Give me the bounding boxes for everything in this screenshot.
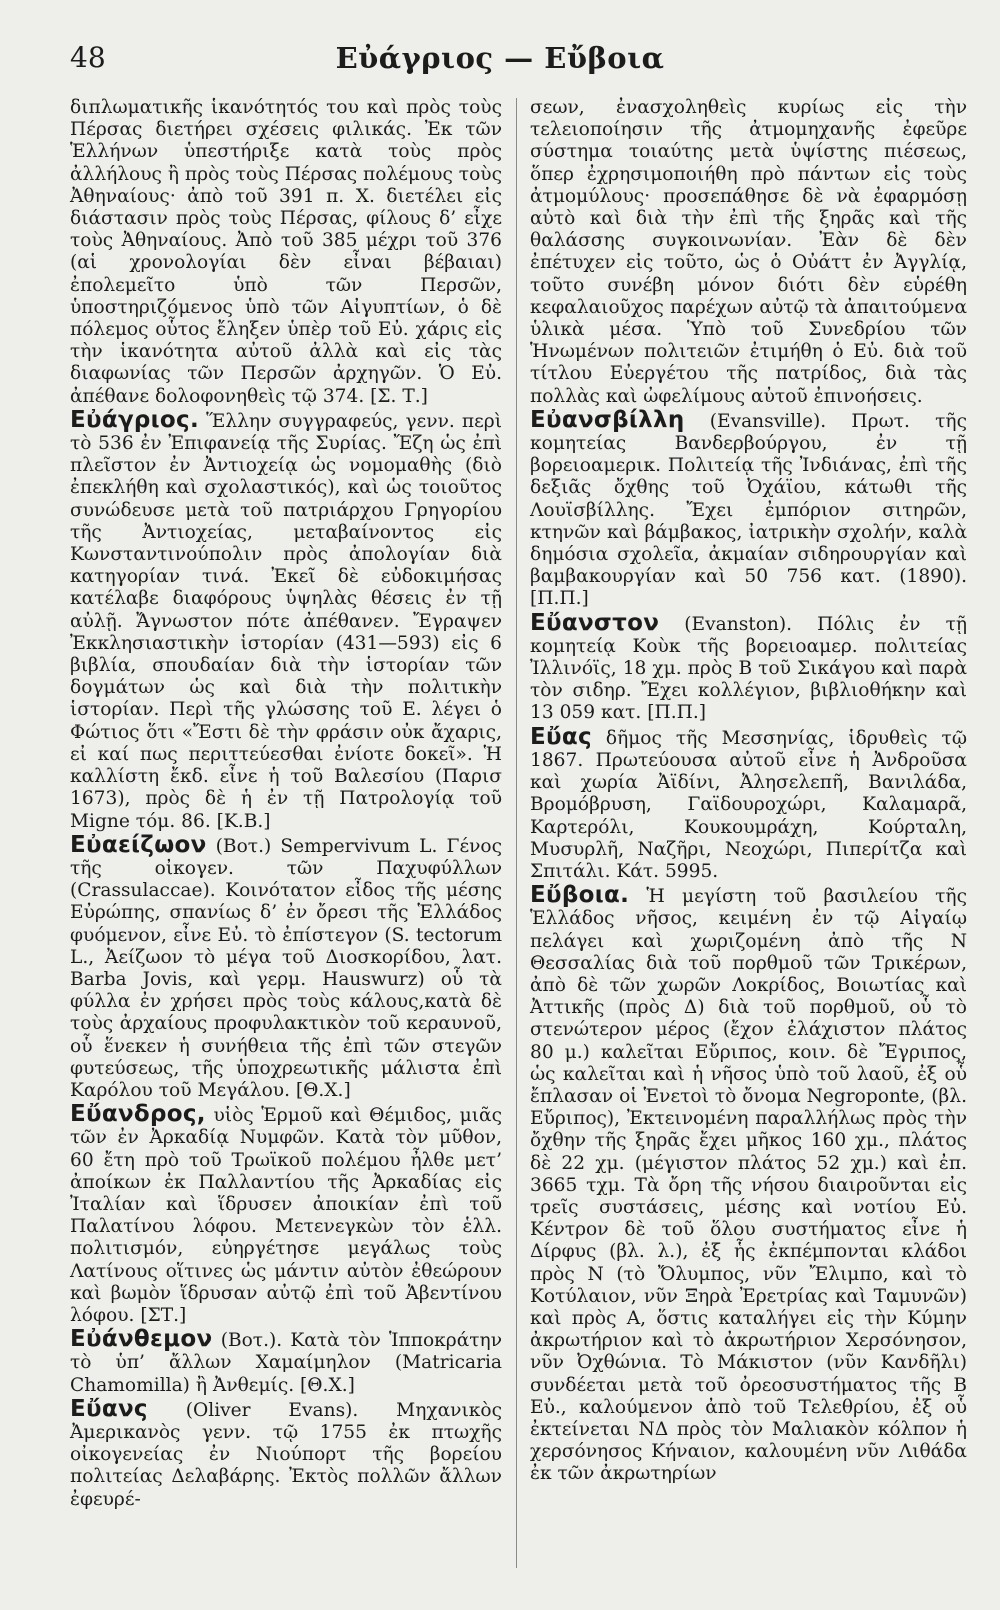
running-head: Εὐάγριος — Εὔβοια: [335, 41, 665, 75]
right-column: [530, 95, 967, 1486]
entry-headword: Εὔβοια.: [530, 882, 630, 909]
entry-evanthemon: [70, 1328, 502, 1397]
entry-headword: Εὔανς: [70, 1395, 148, 1422]
entry-evanston: [530, 609, 967, 725]
entry-evagoras-continued: [70, 95, 502, 408]
entry-evansville: [530, 406, 967, 611]
left-column: [70, 95, 502, 1511]
entry-text: σεων, ἐνασχοληθεὶς κυρίως εἰς τὴν τελειοποίησιν τῆς ἀτμομηχανῆς ἐφεῦρε σύστημα τοιαύτης μετὰ ὑψίστης πιέσεως, ὅπερ ἐχρησιμοποιήθη πρὸ πάντων εἰς τοὺς ἀτμομύλους· προσεπάθησε δὲ νὰ ἐφαρμόσῃ αὐτὸ καὶ διὰ τὴν ἐπὶ τῆς ξηρᾶς καὶ τῆς θαλάσσης συγκοινωνίαν. Ἐὰν δὲ δὲν ἐπέτυχεν εἰς τοῦτο, ὡς ὁ Οὐάττ ἐν Ἀγγλίᾳ, τοῦτο συνέβη μόνον διότι δὲν εὑρέθη κεφαλαιοῦχος παρέχων αὐτῷ τὰ ἀπαιτούμενα ὑλικὰ μέσα. Ὑπὸ τοῦ Συνεδρίου τῶν Ἡνωμένων πολιτειῶν ἐτιμήθη ὁ Εὐ. διὰ τοῦ τίτλου Εὐεργέτου τῆς πατρίδος, διὰ τὰς πολλὰς καὶ ὠφελίμους αὐτοῦ ἐπινοήσεις.: [530, 97, 967, 407]
entry-headword: Εὔας: [530, 723, 592, 750]
entry-headword: Εὔανστον: [530, 609, 660, 636]
page-number: 48: [70, 41, 106, 74]
entry-headword: Εὐανσβίλλη: [530, 406, 685, 433]
entry-evans: [70, 1395, 502, 1511]
entry-text: δῆμος τῆς Μεσσηνίας, ἱδρυθεὶς τῷ 1867. Πρωτεύουσα αὐτοῦ εἶνε ἡ Ἀνδροῦσα καὶ χωρία Ἀϊδίνι, Ἀλησελεπῆ, Βανιλάδα, Βρομόβρυση, Γαϊδουροχώρι, Καλαμαρᾶ, Καρτερόλι, Κουκουμράχη, Κούρταλη, Μυσυρλῆ, Ναζῆρι, Νεοχώρι, Πιπερίτζα καὶ Σπιτάλι. Κάτ. 5995.: [530, 727, 967, 882]
entry-headword: Εὐαείζωον: [70, 831, 207, 858]
entry-evans-continued: [530, 95, 967, 408]
entry-headword: Εὔανδρος,: [70, 1101, 206, 1128]
entry-text: (Evanston). Πόλις ἐν τῇ κομητείᾳ Κοὺκ τῆς βορειοαμερ. πολιτείας Ἰλλινόϊς, 18 χμ. πρὸς Β τοῦ Σικάγου καὶ παρὰ τὸν σιδηρ. Ἔχει κολλέγιον, βιβλιοθήκην καὶ 13 059 κατ. [Π.Π.]: [530, 613, 967, 724]
entry-evagrios: [70, 406, 502, 833]
entry-text: (Oliver Evans). Μηχανικὸς Ἀμερικανὸς γενν. τῷ 1755 ἐκ πτωχῆς οἰκογενείας ἐν Νιούπορτ τῆς βορείου πολιτείας Δελαβάρης. Ἐκτὸς πολλῶν ἄλλων ἐφευρέ-: [70, 1399, 502, 1510]
entry-evas: [530, 723, 967, 883]
entry-text: Ἕλλην συγγραφεύς, γενν. περὶ τὸ 536 ἐν Ἐπιφανείᾳ τῆς Συρίας. Ἔζη ὡς ἐπὶ πλεῖστον ἐν Ἀντιοχείᾳ ὡς νομομαθὴς (διὸ ἐπεκλήθη καὶ σχολαστικός), καὶ ὡς τοιοῦτος συνώδευσε μετὰ τοῦ πατριάρχου Γρηγορίου τῆς Ἀντιοχείας, μεταβαίνοντος εἰς Κωνσταντινούπολιν πρὸς ἀπολογίαν διὰ κατηγορίαν τινά. Ἐκεῖ δὲ εὐδοκιμήσας κατέλαβε διαφόρους ὑψηλὰς θέσεις ἐν τῇ αὐλῇ. Ἄγνωστον πότε ἀπέθανεν. Ἔγραψεν Ἐκκλησιαστικὴν ἱστορίαν (431—593) εἰς 6 βιβλία, σπουδαίαν διὰ τὴν ἱστορίαν τῶν δογμάτων ὡς καὶ διὰ τὴν πολιτικὴν ἱστορίαν. Περὶ τῆς γλώσσης τοῦ Ε. λέγει ὁ Φώτιος ὅτι «Ἔστι δὲ τὴν φράσιν οὐκ ἄχαρις, εἰ καί πως περιττεύεσθαι ἐνίοτε δοκεῖ». Ἡ καλλίστη ἔκδ. εἶνε ἡ τοῦ Βαλεσίου (Παρισ 1673), πρὸς δὲ ἡ ἐν τῇ Πατρολογίᾳ τοῦ Migne τόμ. 86. [Κ.Β.]: [70, 410, 502, 832]
entry-text: (Evansville). Πρωτ. τῆς κομητείας Βανδερβούργου, ἐν τῇ βορειοαμερικ. Πολιτείᾳ τῆς Ἰνδιάνας, ἐπὶ τῆς δεξιᾶς ὄχθης τοῦ Ὀχάϊου, κάτωθι τῆς Λουϊσβίλλης. Ἔχει ἐμπόριον σιτηρῶν, κτηνῶν καὶ βάμβακος, ἰατρικὴν σχολήν, καλὰ δημόσια σχολεῖα, ἀκμαίαν σιδηρουργίαν καὶ βαμβακουργίαν καὶ 50 756 κατ. (1890). [Π.Π.]: [530, 410, 967, 610]
entry-evandros: [70, 1103, 502, 1327]
entry-text: διπλωματικῆς ἱκανότητός του καὶ πρὸς τοὺς Πέρσας διετήρει σχέσεις φιλικάς. Ἐκ τῶν Ἑλλήνων ὑπεστήριξε κατὰ τοὺς πρὸς ἀλλήλους ἢ πρὸς τοὺς Πέρσας πολέμους τοὺς Ἀθηναίους· ἀπὸ τοῦ 391 π. Χ. διετέλει εἰς διάστασιν πρὸς τοὺς Πέρσας, φίλους δ’ εἶχε τοὺς Ἀθηναίους. Ἀπὸ τοῦ 385 μέχρι τοῦ 376 (αἱ χρονολογίαι δὲν εἶναι βέβαιαι) ἐπολεμεῖτο ὑπὸ τῶν Περσῶν, ὑποστηριζόμενος ὑπὸ τῶν Αἰγυπτίων, ὁ δὲ πόλεμος οὗτος ἔληξεν ὑπὲρ τοῦ Εὐ. χάρις εἰς τὴν ἱκανότητα αὐτοῦ ἀλλὰ καὶ εἰς τὰς διαφωνίας τῶν Περσῶν ἀρχηγῶν. Ὁ Εὐ. ἀπέθανε δολοφονηθεὶς τῷ 374. [Σ. Τ.]: [70, 97, 502, 407]
page-header: [0, 38, 1000, 78]
column-divider: [516, 98, 517, 1568]
entry-text: υἱὸς Ἑρμοῦ καὶ Θέμιδος, μιᾶς τῶν ἐν Ἀρκαδίᾳ Νυμφῶν. Κατὰ τὸν μῦθον, 60 ἔτη πρὸ τοῦ Τρωϊκοῦ πολέμου ἦλθε μετ’ ἀποίκων ἐκ Παλλαντίου τῆς Ἀρκαδίας εἰς Ἰταλίαν καὶ ἵδρυσεν ἀποικίαν ἐπὶ τοῦ Παλατίνου λόφου. Μετενεγκὼν τὸν ἑλλ. πολιτισμόν, εὐηργέτησε μεγάλως τοὺς Λατίνους οἵτινες ὡς μάντιν αὐτὸν ἐθεώρουν καὶ βωμὸν ἵδρυσαν αὐτῷ ἐπὶ τοῦ Ἀβεντίνου λόφου. [ΣΤ.]: [70, 1105, 502, 1326]
entry-text: (Βοτ.) Sempervivum L. Γένος τῆς οἰκογεν. τῶν Παχυφύλλων (Crassulaccae). Κοινότατον εἶδος τῆς μέσης Εὐρώπης, σπανίως δ’ ἐν ὄρεσι τῆς Ἑλλάδος φυόμενον, εἶνε Εὐ. τὸ ἐπίστεγον (S. tectorum L., Ἀείζωον τὸ μέγα τοῦ Διοσκορίδου, λατ. Barba Jovis, καὶ γερμ. Hauswurz) οὗ τὰ φύλλα ἐν χρήσει πρὸς τοὺς κάλους,κατὰ δὲ τοὺς ἀρχαίους προφυλακτικὸν τοῦ κεραυνοῦ, οὗ ἕνεκεν ἡ συνήθεια τῆς ἐπὶ τῶν στεγῶν φυτεύσεως, τῆς ὑποχρεωτικῆς μάλιστα ἐπὶ Καρόλου τοῦ Μεγάλου. [Θ.Χ.]: [70, 835, 502, 1101]
entry-text: Ἡ μεγίστη τοῦ βασιλείου τῆς Ἑλλάδος νῆσος, κειμένη ἐν τῷ Αἰγαίῳ πελάγει καὶ χωριζομένη ἀπὸ τῆς Ν Θεσσαλίας διὰ τοῦ πορθμοῦ τῶν Τρικέρων, ἀπὸ δὲ τῶν χωρῶν Λοκρίδος, Βοιωτίας καὶ Ἀττικῆς (πρὸς Δ) διὰ τοῦ πορθμοῦ, οὗ τὸ στενώτερον μέρος (ἔχον ἐλάχιστον πλάτος 80 μ.) καλεῖται Εὔριπος, κοιν. δὲ Ἔγριπος, ὡς καλεῖται καὶ ἡ νῆσος ὑπὸ τοῦ λαοῦ, ἐξ οὗ ἔπλασαν οἱ Ἑνετοὶ τὸ ὄνομα Negroponte, (βλ. Εὔριπος), Ἐκτεινομένη παραλλήλως πρὸς τὴν ὄχθην τῆς ξηρᾶς ἔχει μῆκος 160 χμ., πλάτος δὲ 22 χμ. (μέγιστον πλάτος 52 χμ.) καὶ ἐπ. 3665 τχμ. Τὰ ὄρη τῆς νήσου διαιροῦνται εἰς τρεῖς συστάσεις, μέσης καὶ νοτίου Εὐ. Κέντρον δὲ τοῦ ὅλου συστήματος εἶνε ἡ Δίρφυς (βλ. λ.), ἐξ ἧς ἐκπέμπονται κλάδοι πρὸς Ν (τὸ Ὄλυμπος, νῦν Ἔλιμπο, καὶ τὸ Κοτύλαιον, νῦν Ξηρὰ Ἐρετρίας καὶ Ταμυνῶν) καὶ πρὸς Α, ὅστις καταλήγει εἰς τὴν Κύμην ἀκρωτήριον καὶ τὸ ἀκρωτήριον Χερσόνησον, νῦν Ὀχθώνια. Τὸ Μάκιστον (νῦν Κανδῆλι) συνδέεται μετὰ τοῦ ὀρεοσυστήματος τῆς Β Εὐ., καλούμενον ἀπὸ τοῦ Τελεθρίου, ἐξ οὗ ἐκτείνεται ΝΔ πρὸς τὸν Μαλιακὸν κόλπον ἡ χερσόνησος Κήναιον, καλουμένη νῦν Λιθάδα ἐκ τῶν ἀκρωτηρίων: [530, 886, 967, 1485]
entry-text: (Βοτ.). Κατὰ τὸν Ἱπποκράτην τὸ ὑπ’ ἄλλων Χαμαίμηλον (Matricaria Chamomilla) ἢ Ἀνθεμίς. [Θ.Χ.]: [70, 1330, 502, 1396]
entry-headword: Εὐάγριος.: [70, 406, 200, 433]
entry-headword: Εὐάνθεμον: [70, 1326, 213, 1353]
entry-sempervivum: [70, 831, 502, 1102]
entry-evia: [530, 884, 967, 1485]
